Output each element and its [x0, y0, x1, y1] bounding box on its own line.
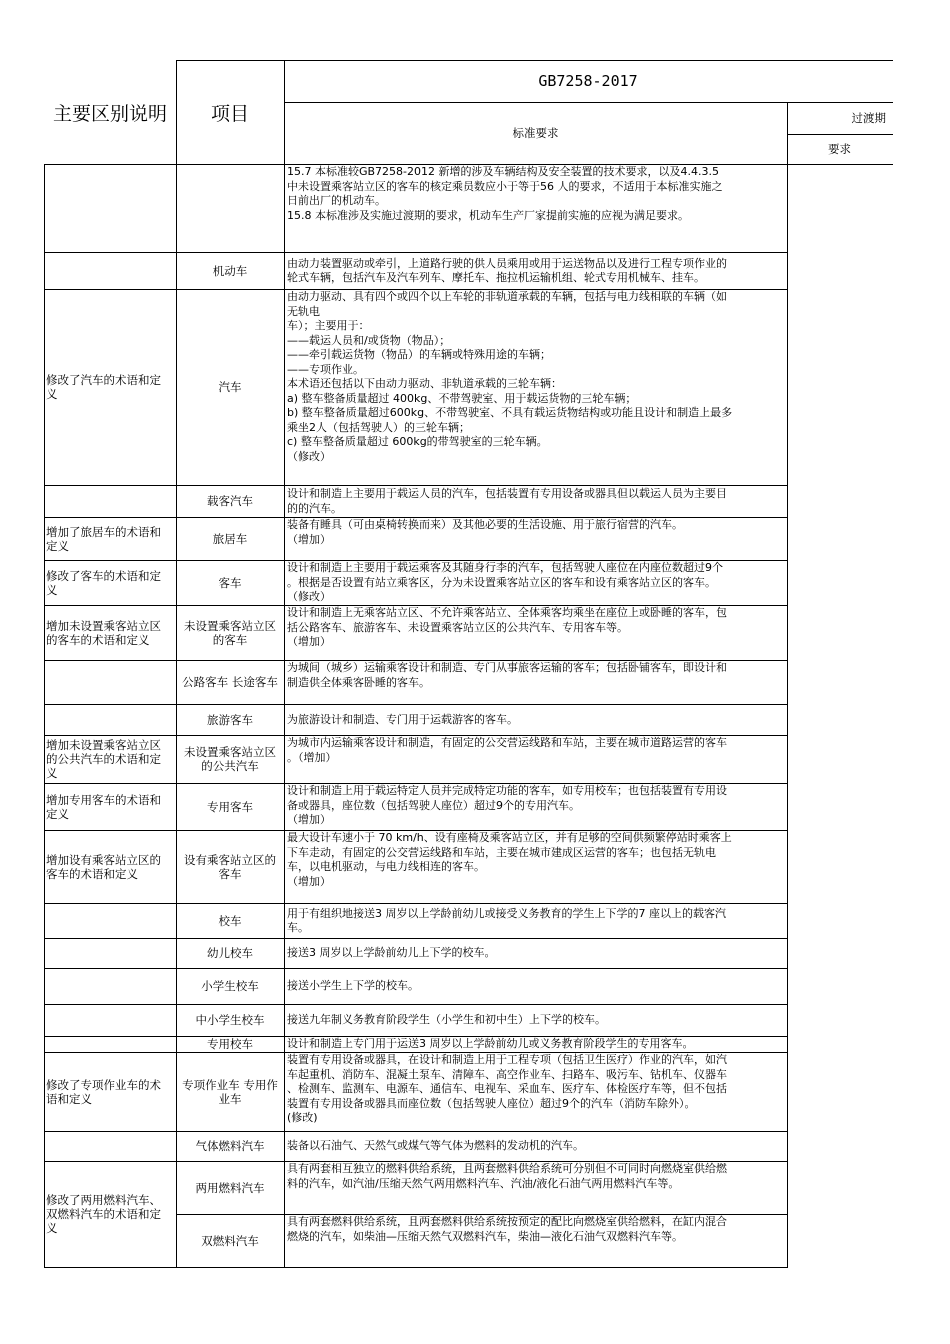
row-description — [44, 660, 176, 704]
grid-vline — [787, 102, 788, 1268]
row-item: 旅游客车 — [207, 712, 253, 727]
row-item: 载客汽车 — [207, 494, 253, 508]
grid-hline — [44, 830, 788, 831]
row-standard-text: 为旅游设计和制造、专门用于运载游客的客车。 — [287, 712, 518, 726]
row-standard-text: 15.7 本标准较GB7258-2012 新增的涉及车辆结构及安全装置的技术要求，以及4.4.3.5 中未设置乘客站立区的客车的核定乘员数应小于等于56 人的要求，不适用于本标准实施之 日前出厂的机动车。 15.8 本标准涉及实施过渡期的要求，机动车生产厂家提前实施的应视为满足要求。 — [287, 165, 723, 222]
row-description: 增加设有乘客站立区的 客车的术语和定义 — [46, 852, 161, 881]
row-description — [44, 252, 176, 289]
row-standard-text: 用于有组织地接送3 周岁以上学龄前幼儿或接受义务教育的学生上下学的7 座以上的载客汽 车。 — [287, 906, 726, 934]
row-description — [44, 164, 176, 252]
row-description — [44, 903, 176, 938]
grid-hline — [284, 102, 893, 103]
grid-hline — [44, 485, 788, 486]
grid-hline — [44, 1131, 788, 1132]
row-standard-text: 最大设计车速小于 70 km/h、设有座椅及乘客站立区，并有足够的空间供频繁停站时乘客上 下车走动，有固定的公交营运线路和车站，主要在城市建成区运营的客车；也包括无轨电 车，以电机驱动，与电力线相连的客车。 （增加） — [287, 831, 732, 888]
row-item: 中小学生校车 — [195, 1013, 265, 1027]
row-description — [44, 968, 176, 1004]
grid-hline — [44, 1036, 788, 1037]
grid-hline — [44, 903, 788, 904]
grid-hline — [787, 134, 893, 135]
header-item: 项目 — [210, 102, 249, 125]
row-item: 专项作业车 专用作业车 — [182, 1077, 278, 1106]
merged-description: 修改了两用燃料汽车、 双燃料汽车的术语和定 义 — [46, 1193, 161, 1235]
grid-hline — [44, 1004, 788, 1005]
grid-hline — [176, 1214, 788, 1215]
row-item: 两用燃料汽车 — [195, 1180, 265, 1195]
row-item: 气体燃料汽车 — [195, 1139, 265, 1153]
row-item: 公路客车 长途客车 — [182, 675, 278, 689]
row-item: 专用客车 — [207, 799, 253, 814]
row-standard-text: 由动力装置驱动或牵引，上道路行驶的供人员乘用或用于运送物品以及进行工程专项作业的 轮式车辆，包括汽车及汽车列车、摩托车、拖拉机运输机组、轮式专用机械车、挂车。 — [287, 256, 727, 284]
row-standard-text: 接送小学生上下学的校车。 — [287, 979, 419, 993]
grid-hline — [44, 605, 788, 606]
row-item: 双燃料汽车 — [201, 1233, 259, 1248]
row-standard-text: 具有两套相互独立的燃料供给系统，且两套燃料供给系统可分别但不可同时向燃烧室供给燃 料的汽车，如汽油/压缩天然气两用燃料汽车、汽油/液化石油气两用燃料汽车等。 — [287, 1162, 727, 1190]
row-standard-text: 接送九年制义务教育阶段学生（小学生和初中生）上下学的校车。 — [287, 1013, 606, 1027]
grid-hline — [44, 660, 788, 661]
grid-hline — [44, 517, 788, 518]
row-standard-text: 为城间（城乡）运输乘客设计和制造、专门从事旅客运输的客车；包括卧铺客车，即设计和 制造供全体乘客卧睡的客车。 — [287, 661, 727, 689]
row-item: 校车 — [218, 913, 242, 928]
row-standard-text: 为城市内运输乘客设计和制造，有固定的公交营运线路和车站，主要在城市道路运营的客车 。（增加） — [287, 736, 727, 764]
row-item: 专用校车 — [207, 1037, 253, 1051]
row-item: 幼儿校车 — [207, 946, 253, 960]
row-item — [176, 164, 284, 252]
grid-hline — [44, 289, 788, 290]
row-standard-text: 具有两套燃料供给系统，且两套燃料供给系统按预定的配比向燃烧室供给燃料，在缸内混合 燃烧的汽车，如柴油—压缩天然气双燃料汽车，柴油—液化石油气双燃料汽车等。 — [287, 1215, 727, 1243]
row-description: 增加专用客车的术语和 定义 — [46, 792, 161, 821]
grid-hline — [44, 735, 788, 736]
grid-hline — [44, 1161, 788, 1162]
row-standard-text: 装备以石油气、天然气或煤气等气体为燃料的发动机的汽车。 — [287, 1139, 584, 1153]
row-item: 客车 — [218, 575, 242, 590]
row-description: 增加了旅居车的术语和 定义 — [46, 524, 161, 553]
row-description: 增加未设置乘客站立区 的客车的术语和定义 — [46, 618, 161, 647]
grid-hline — [44, 1267, 788, 1268]
grid-hline — [44, 252, 788, 253]
row-standard-text: 设计和制造上主要用于载运乘客及其随身行李的汽车，包括驾驶人座位在内座位数超过9个 。根据是否设置有站立乘客区，分为未设置乘客站立区的客车和设有乘客站立区的客车。 （修改） — [287, 561, 723, 603]
grid-hline — [44, 560, 788, 561]
grid-hline — [44, 1052, 788, 1053]
row-description: 修改了客车的术语和定 义 — [46, 568, 161, 597]
row-description — [44, 1036, 176, 1052]
grid-hline — [44, 968, 788, 969]
grid-vline — [44, 164, 45, 1268]
row-description: 修改了汽车的术语和定 义 — [46, 373, 161, 401]
row-standard-text: 设计和制造上用于载运特定人员并完成特定功能的客车，如专用校车；也包括装置有专用设 备或器具，座位数（包括驾驶人座位）超过9个的专用汽车。 （增加） — [287, 784, 727, 826]
row-standard-text: 设计和制造上专门用于运送3 周岁以上学龄前幼儿或义务教育阶段学生的专用客车。 — [287, 1037, 694, 1051]
row-item: 旅居车 — [212, 531, 248, 546]
row-description: 增加未设置乘客站立区 的公共汽车的术语和定 义 — [46, 738, 161, 780]
header-transition: 过渡期 — [851, 111, 886, 125]
row-item: 汽车 — [218, 380, 242, 394]
header-transition-req: 要求 — [828, 142, 851, 156]
grid-hline — [44, 938, 788, 939]
header-requirement: 标准要求 — [512, 126, 559, 140]
row-item: 未设置乘客站立区 的客车 — [184, 618, 276, 647]
row-description — [44, 1131, 176, 1161]
header-main-diff: 主要区别说明 — [52, 102, 167, 125]
row-item: 设有乘客站立区的 客车 — [184, 852, 276, 881]
grid-hline — [44, 704, 788, 705]
row-standard-text: 装备有睡具（可由桌椅转换而来）及其他必要的生活设施、用于旅行宿营的汽车。 （增加） — [287, 518, 683, 546]
grid-vline — [284, 60, 285, 1268]
row-standard-text: 由动力驱动、具有四个或四个以上车轮的非轨道承载的车辆，包括与电力线相联的车辆（如 无轨电 车）；主要用于： ——载运人员和/或货物（物品）； ——牵引载运货物（物品）的车辆或特殊用途的车辆； ——专项作业。 本术语还包括以下由动力驱动、非轨道承载的三轮车辆： a) 整车整备质量超过 400kg、不带驾驶室、用于载运货物的三轮车辆； b) 整车整备质量超过600kg、不带驾驶室、不具有载运货物结构或功能且设计和制造上最多 乘坐2人（包括驾驶人）的三轮车辆； c) 整车整备质量超过 600kg的带驾驶室的三轮车辆。 （修改） — [287, 290, 733, 463]
header-standard: GB7258-2017 — [538, 72, 638, 90]
row-description — [44, 1004, 176, 1036]
grid-vline — [176, 60, 177, 1268]
row-item: 小学生校车 — [201, 979, 259, 993]
row-standard-text: 装置有专用设备或器具，在设计和制造上用于工程专项（包括卫生医疗）作业的汽车，如汽 车起重机、消防车、混凝土泵车、清障车、高空作业车、扫路车、吸污车、钻机车、仪器车 、检测车、监测车、电源车、通信车、电视车、采血车、医疗车、体检医疗车等，但不包括 装置有专用设备或器具而座位数（包括驾驶人座位）超过9个的汽车（消防车除外）。 (修改) — [287, 1053, 727, 1124]
row-description — [44, 704, 176, 735]
row-description — [44, 485, 176, 517]
grid-hline — [44, 164, 893, 165]
row-description — [44, 938, 176, 968]
row-standard-text: 接送3 周岁以上学龄前幼儿上下学的校车。 — [287, 946, 496, 960]
row-standard-text: 设计和制造上无乘客站立区、不允许乘客站立、全体乘客均乘坐在座位上或卧睡的客车，包 括公路客车、旅游客车、未设置乘客站立区的公共汽车、专用客车等。 （增加） — [287, 606, 727, 648]
row-item: 未设置乘客站立区 的公共汽车 — [184, 745, 276, 773]
row-item: 机动车 — [212, 263, 248, 278]
grid-hline — [44, 783, 788, 784]
row-standard-text: 设计和制造上主要用于载运人员的汽车，包括装置有专用设备或器具但以载运人员为主要目 的的汽车。 — [287, 487, 727, 515]
row-description: 修改了专项作业车的术 语和定义 — [46, 1077, 161, 1106]
